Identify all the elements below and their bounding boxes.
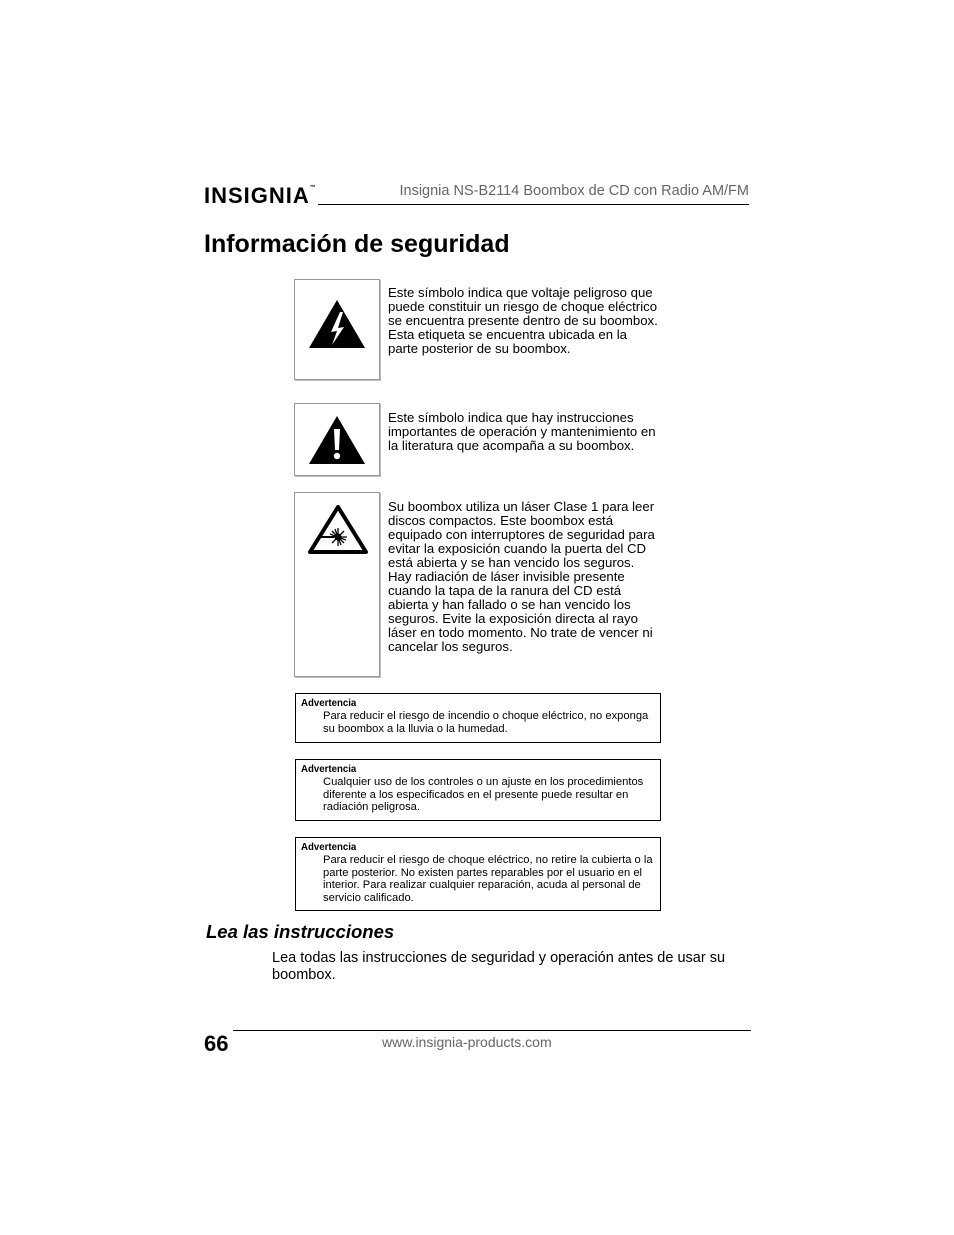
laser-warning-icon [307, 505, 369, 555]
warning-body: Para reducir el riesgo de choque eléctrico, no retire la cubierta o la parte posterior. No existen partes reparables por el usuario en el interior. Para realizar cualquier reparación, acuda al personal de servicio calificado. [323, 854, 653, 904]
footer-divider [233, 1030, 751, 1031]
symbol-box-exclamation [294, 403, 380, 476]
header-title: Insignia NS-B2114 Boombox de CD con Radio AM/FM [399, 183, 749, 199]
symbol-box-shock [294, 279, 380, 380]
logo-text: INSIGNIA [204, 183, 310, 208]
warning-title: Advertencia [301, 763, 357, 775]
symbol-box-laser [294, 492, 380, 677]
section-body: Lea todas las instrucciones de seguridad y operación antes de usar su boombox. [272, 950, 726, 983]
electric-shock-warning-icon [307, 298, 367, 350]
header-divider [318, 204, 749, 205]
symbol-text-laser: Su boombox utiliza un láser Clase 1 para leer discos compactos. Este boombox está equipado con interruptores de seguridad para evitar la exposición cuando la puerta del CD está abierta y se han vencido los seguros. Hay radiación de láser invisible presente cuando la tapa de la ranura del CD está abierta y han fallado o se han vencido los seguros. Evite la exposición directa al rayo láser en todo momento. No trate de vencer ni cancelar los seguros. [388, 499, 655, 654]
warning-body: Para reducir el riesgo de incendio o choque eléctrico, no exponga su boombox a la lluvia o la humedad. [323, 710, 649, 735]
footer-url: www.insignia-products.com [382, 1034, 552, 1050]
warning-box [295, 759, 661, 821]
page-title: Información de seguridad [204, 230, 510, 258]
symbol-text-exclamation: Este símbolo indica que hay instrucciones importantes de operación y mantenimiento en la literatura que acompaña a su boombox. [388, 410, 656, 453]
insignia-logo [204, 183, 317, 209]
section-title: Lea las instrucciones [206, 921, 395, 942]
exclamation-warning-icon [307, 414, 367, 466]
warning-box [295, 693, 661, 743]
warning-box [295, 837, 661, 911]
warning-title: Advertencia [301, 697, 357, 709]
symbol-text-shock: Este símbolo indica que voltaje peligroso que puede constituir un riesgo de choque eléctrico se encuentra presente dentro de su boombox. Esta etiqueta se encuentra ubicada en la parte posterior de su boombox. [388, 285, 658, 356]
warning-body: Cualquier uso de los controles o un ajuste en los procedimientos diferente a los especificados en el presente puede resultar en radiación peligrosa. [323, 776, 644, 813]
logo-trademark: ™ [309, 185, 317, 191]
page-number: 66 [204, 1031, 229, 1056]
warning-title: Advertencia [301, 841, 357, 853]
